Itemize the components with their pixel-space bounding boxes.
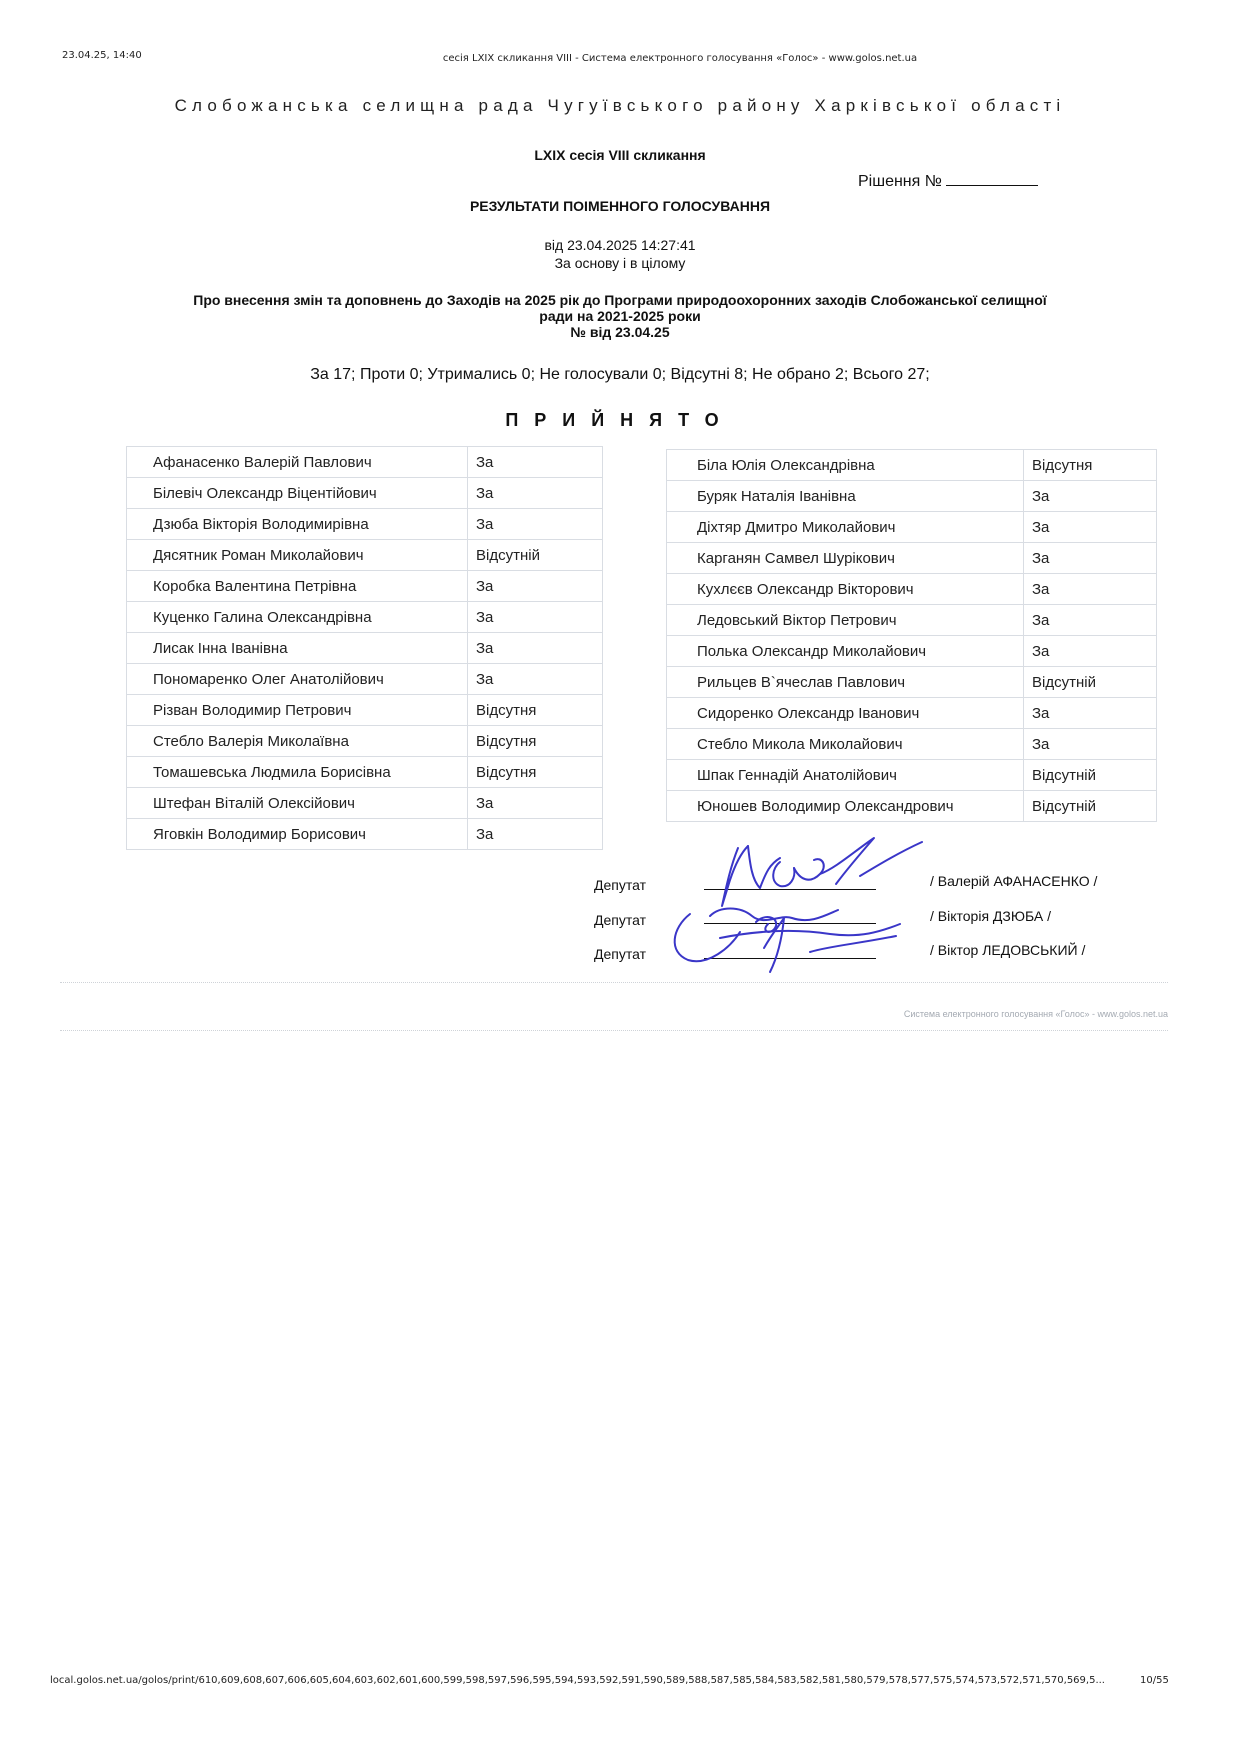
signature-label: Депутат <box>594 912 646 928</box>
deputy-name: Полька Олександр Миколайович <box>667 636 1024 667</box>
page-number: 10/55 <box>1140 1675 1169 1686</box>
deputy-vote: За <box>468 447 603 478</box>
table-row <box>127 540 603 571</box>
deputy-vote: За <box>468 664 603 695</box>
deputy-name: Сидоренко Олександр Іванович <box>667 698 1024 729</box>
signature-name: / Вікторія ДЗЮБА / <box>930 908 1051 924</box>
deputy-name: Карганян Самвел Шурікович <box>667 543 1024 574</box>
print-footer-url: local.golos.net.ua/golos/print/610,609,608,607,606,605,604,603,602,601,600,599,598,597,596,595,594,593,592,591,590,589,588,587,585,584,583,582,581,580,579,578,577,575,574,573,572,571,570,569,5... <box>50 1675 1105 1686</box>
deputy-name: Куценко Галина Олександрівна <box>127 602 468 633</box>
deputy-name: Діхтяр Дмитро Миколайович <box>667 512 1024 543</box>
deputy-name: Ледовський Віктор Петрович <box>667 605 1024 636</box>
deputy-name: Томашевська Людмила Борисівна <box>127 757 468 788</box>
deputy-name: Біла Юлія Олександрівна <box>667 450 1024 481</box>
deputy-vote: Відсутня <box>1024 450 1157 481</box>
deputy-vote: Відсутній <box>1024 667 1157 698</box>
table-row <box>667 450 1157 481</box>
deputy-name: Буряк Наталія Іванівна <box>667 481 1024 512</box>
signature-name: / Віктор ЛЕДОВСЬКИЙ / <box>930 942 1086 958</box>
table-row <box>667 574 1157 605</box>
deputy-vote: Відсутній <box>1024 760 1157 791</box>
signature-label: Депутат <box>594 946 646 962</box>
table-row <box>127 695 603 726</box>
table-row <box>127 602 603 633</box>
separator <box>60 1030 1168 1031</box>
table-row <box>667 543 1157 574</box>
vote-result: ПРИЙНЯТО <box>505 410 735 430</box>
table-row <box>127 478 603 509</box>
deputy-vote: За <box>468 633 603 664</box>
deputy-vote: Відсутня <box>468 726 603 757</box>
system-watermark: Система електронного голосування «Голос» - www.golos.net.ua <box>903 1009 1168 1019</box>
subject-line-1: Про внесення змін та доповнень до Заходів на 2025 рік до Програми природоохоронних заходів Слобожанської селищної <box>193 292 1047 308</box>
deputy-vote: За <box>468 819 603 850</box>
deputy-vote: Відсутня <box>468 695 603 726</box>
table-row <box>127 664 603 695</box>
deputy-name: Коробка Валентина Петрівна <box>127 571 468 602</box>
table-row <box>667 605 1157 636</box>
deputy-name: Рильцев В`ячеслав Павлович <box>667 667 1024 698</box>
deputy-vote: За <box>1024 481 1157 512</box>
table-row <box>127 819 603 850</box>
deputy-vote: За <box>1024 636 1157 667</box>
handwritten-signature-image <box>660 828 940 978</box>
table-row <box>127 633 603 664</box>
deputy-vote: За <box>1024 729 1157 760</box>
deputy-vote: За <box>468 478 603 509</box>
table-row <box>667 512 1157 543</box>
decision-number <box>858 171 1038 191</box>
deputy-vote: За <box>468 788 603 819</box>
deputy-name: Лисак Інна Іванівна <box>127 633 468 664</box>
deputy-vote: За <box>1024 574 1157 605</box>
deputy-vote: Відсутній <box>1024 791 1157 822</box>
decision-blank <box>946 171 1038 186</box>
deputy-name: Шпак Геннадій Анатолійович <box>667 760 1024 791</box>
table-row <box>127 571 603 602</box>
deputy-name: Штефан Віталій Олексійович <box>127 788 468 819</box>
deputy-vote: За <box>1024 543 1157 574</box>
subject-line-3: № від 23.04.25 <box>570 324 670 340</box>
table-row <box>667 698 1157 729</box>
deputy-name: Дзюба Вікторія Володимирівна <box>127 509 468 540</box>
deputy-vote: За <box>1024 512 1157 543</box>
right-vote-table <box>666 449 1157 822</box>
deputy-name: Юношев Володимир Олександрович <box>667 791 1024 822</box>
deputy-name: Яговкін Володимир Борисович <box>127 819 468 850</box>
deputy-name: Стебло Микола Миколайович <box>667 729 1024 760</box>
table-row <box>667 667 1157 698</box>
table-row <box>667 481 1157 512</box>
vote-basis: За основу і в цілому <box>554 255 686 271</box>
deputy-vote: За <box>1024 605 1157 636</box>
table-row <box>667 729 1157 760</box>
deputy-vote: За <box>1024 698 1157 729</box>
vote-totals: За 17; Проти 0; Утримались 0; Не голосували 0; Відсутні 8; Не обрано 2; Всього 27; <box>310 366 930 383</box>
deputy-vote: За <box>468 571 603 602</box>
deputy-name: Пономаренко Олег Анатолійович <box>127 664 468 695</box>
results-title: РЕЗУЛЬТАТИ ПОІМЕННОГО ГОЛОСУВАННЯ <box>469 198 771 214</box>
deputy-name: Дясятник Роман Миколайович <box>127 540 468 571</box>
deputy-name: Різван Володимир Петрович <box>127 695 468 726</box>
table-row <box>667 636 1157 667</box>
session-title: LXIX сесія VIII скликання <box>534 147 706 163</box>
separator <box>60 982 1168 983</box>
deputy-vote: Відсутній <box>468 540 603 571</box>
deputy-vote: За <box>468 509 603 540</box>
deputy-name: Кухлєєв Олександр Вікторович <box>667 574 1024 605</box>
decision-label: Рішення № <box>858 173 942 190</box>
table-row <box>667 791 1157 822</box>
table-row <box>667 760 1157 791</box>
vote-date: від 23.04.2025 14:27:41 <box>544 237 696 253</box>
print-header-title: сесія LXIX скликання VIII - Система електронного голосування «Голос» - www.golos.net.ua <box>442 53 918 64</box>
table-row <box>127 509 603 540</box>
deputy-vote: За <box>468 602 603 633</box>
table-row <box>127 726 603 757</box>
deputy-name: Білевіч Олександр Віцентійович <box>127 478 468 509</box>
deputy-vote: Відсутня <box>468 757 603 788</box>
deputy-name: Афанасенко Валерій Павлович <box>127 447 468 478</box>
left-vote-table <box>126 446 603 850</box>
deputy-name: Стебло Валерія Миколаївна <box>127 726 468 757</box>
table-row <box>127 447 603 478</box>
table-row <box>127 757 603 788</box>
decision-subject <box>140 292 1100 340</box>
print-timestamp: 23.04.25, 14:40 <box>62 50 142 61</box>
council-name: Слобожанська селищна рада Чугуївського району Харківської області <box>174 96 1066 115</box>
subject-line-2: ради на 2021-2025 роки <box>539 308 701 324</box>
signature-name: / Валерій АФАНАСЕНКО / <box>930 873 1098 889</box>
table-row <box>127 788 603 819</box>
signature-label: Депутат <box>594 877 646 893</box>
